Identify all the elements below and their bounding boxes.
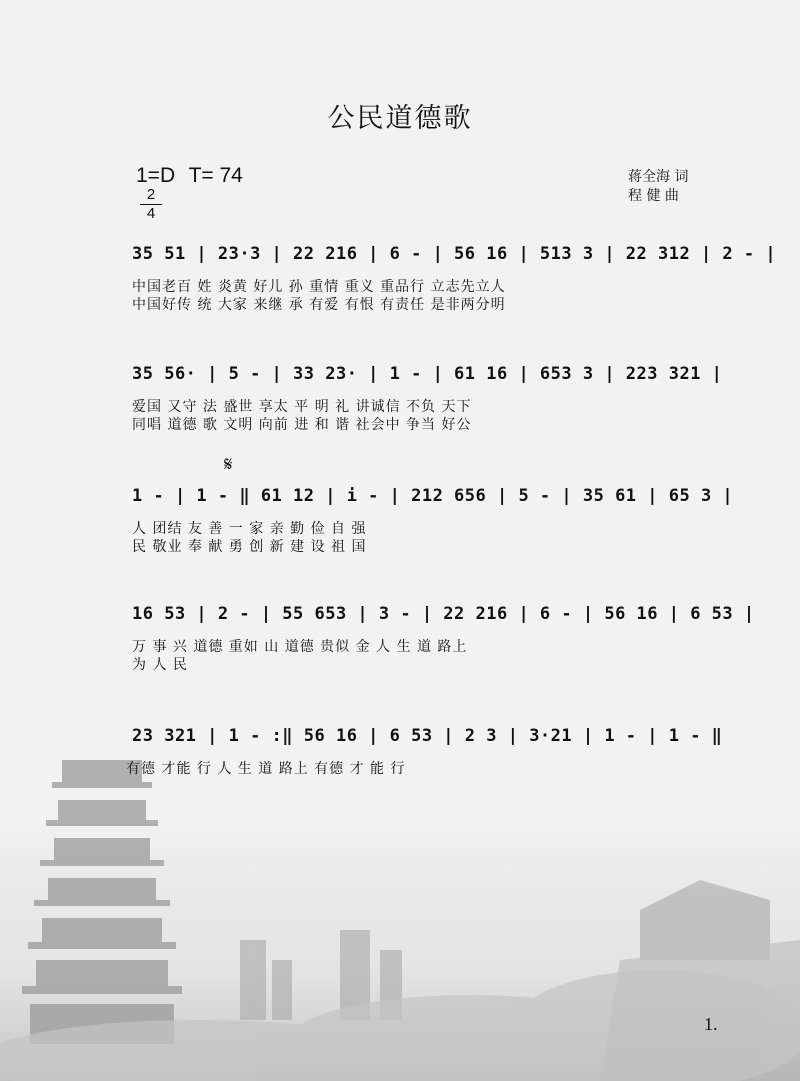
notation-line-2: 35 56· | 5 - | 33 23· | 1 - | 61 16 | 653 3 | 223 321 | [132, 364, 723, 384]
lyricist-credit: 蒋全海 词 [628, 169, 689, 185]
song-title: 公民道德歌 [327, 103, 473, 134]
time-signature [140, 186, 162, 223]
key-signature: 1=D [136, 164, 176, 187]
notation-line-5: 23 321 | 1 - :‖ 56 16 | 6 53 | 2 3 | 3·21 | 1 - | 1 - ‖ [132, 726, 723, 746]
key-and-tempo [136, 164, 251, 188]
notation-line-3: 1 - | 1 - ‖ 61 12 | i - | 212 656 | 5 - | 35 61 | 65 3 | [132, 486, 734, 506]
tempo-marking: T= 74 [188, 164, 243, 187]
lyrics-line-4-verse-1: 万 事 兴 道德 重如 山 道德 贵似 金 人 生 道 路上 [132, 639, 468, 655]
notation-line-1: 35 51 | 23·3 | 22 216 | 6 - | 56 16 | 513 3 | 22 312 | 2 - | [132, 244, 777, 264]
composer-credit: 程 健 曲 [628, 188, 679, 204]
lyrics-line-3-verse-2: 民 敬业 奉 献 勇 创 新 建 设 祖 国 [132, 539, 367, 555]
time-denominator: 4 [146, 205, 156, 222]
lyrics-line-3-verse-1: 人 团结 友 善 一 家 亲 勤 俭 自 强 [132, 521, 367, 537]
credits [628, 168, 688, 206]
lyrics-line-1-verse-1: 中国老百 姓 炎黄 好儿 孙 重情 重义 重品行 立志先立人 [132, 279, 506, 295]
notation-line-4: 16 53 | 2 - | 55 653 | 3 - | 22 216 | 6 - | 56 16 | 6 53 | [132, 604, 755, 624]
page-number: 1. [704, 1014, 718, 1034]
lyrics-line-2-verse-1: 爱国 又守 法 盛世 享太 平 明 礼 讲诚信 不负 天下 [132, 399, 472, 415]
time-numerator: 2 [140, 186, 162, 205]
lyrics-line-5-verse-1: 有德 才能 行 人 生 道 路上 有德 才 能 行 [126, 761, 406, 777]
lyrics-line-1-verse-2: 中国好传 统 大家 来继 承 有爱 有恨 有责任 是非两分明 [132, 297, 506, 313]
lyrics-line-4-verse-2: 为 人 民 [132, 657, 188, 673]
segno-sign: 𝄋 [224, 452, 233, 476]
lyrics-line-2-verse-2: 同唱 道德 歌 文明 向前 进 和 谐 社会中 争当 好公 [132, 417, 472, 433]
